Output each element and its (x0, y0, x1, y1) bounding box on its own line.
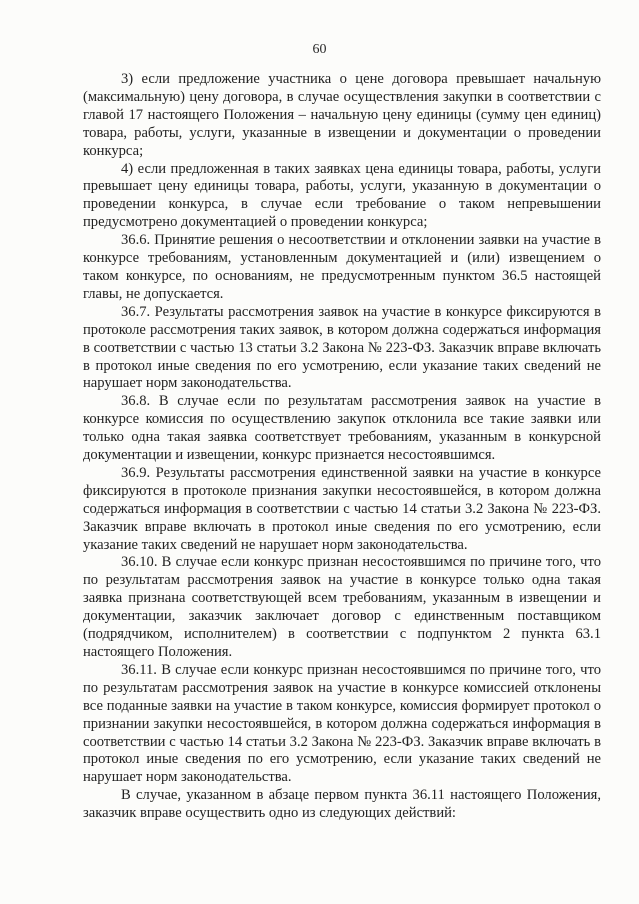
paragraph-36-6: 36.6. Принятие решения о несоответствии и отклонении заявки на участие в конкурсе требованиям, установленным документацией и (или) извещением о таком конкурсе, по основаниям, не предусмотренным пунктом 36.5 настоящей главы, не допускается. (83, 232, 601, 302)
paragraph-36-8: 36.8. В случае если по результатам рассмотрения заявок на участие в конкурсе комиссия по осуществлению закупок отклонила все такие заявки или только одна такая заявка соответствует требованиям, указанным в конкурсной документации и извещении, конкурс признается несостоявшимся. (83, 393, 601, 464)
paragraph-36-9: 36.9. Результаты рассмотрения единственной заявки на участие в конкурсе фиксируются в протоколе признания закупки несостоявшейся, в котором должна содержаться информация в соответствии с частью 14 статьи 3.2 Закона № 223-ФЗ. Заказчик вправе включать в протокол иные сведения по его усмотрению, если указание таких сведений не нарушает норм законодательства. (83, 464, 601, 553)
document-body (83, 71, 601, 823)
paragraph-36-7: 36.7. Результаты рассмотрения заявок на участие в конкурсе фиксируются в протоколе рассмотрения таких заявок, в котором должна содержаться информация в соответствии с частью 13 статьи 3.2 Закона № 223-ФЗ. Заказчик вправе включать в протокол иные сведения по его усмотрению, если указание таких сведений не нарушает норм законодательства. (83, 303, 601, 392)
page-number: 60 (312, 42, 327, 57)
paragraph-item-4: 4) если предложенная в таких заявках цена единицы товара, работы, услуги превышает цену единицы товара, работы, услуги, указанную в документации о проведении конкурса, в случае если требование о таком непревышении предусмотрено документацией о проведении конкурса; (83, 160, 601, 231)
paragraph-item-3: 3) если предложение участника о цене договора превышает начальную (максимальную) цену договора, в случае осуществления закупки в соответствии с главой 17 настоящего Положения – начальную цену единицы (сумму цен единиц) товара, работы, услуги, указанные в извещении и документации о проведении конкурса; (83, 71, 601, 159)
paragraph-36-11-continuation: В случае, указанном в абзаце первом пункта 36.11 настоящего Положения, заказчик вправе осуществить одно из следующих действий: (83, 787, 601, 822)
paragraph-36-11: 36.11. В случае если конкурс признан несостоявшимся по причине того, что по результатам рассмотрения заявок на участие в конкурсе комиссией отклонены все поданные заявки на участие в таком конкурсе, комиссия формирует протокол о признании закупки несостоявшейся, в котором должна содержаться информация в соответствии с частью 14 статьи 3.2 Закона № 223-ФЗ. Заказчик вправе включать в протокол иные сведения по его усмотрению, если указание таких сведений не нарушает норм законодательства. (83, 661, 601, 786)
paragraph-36-10: 36.10. В случае если конкурс признан несостоявшимся по причине того, что по результатам рассмотрения заявок на участие в конкурсе только одна такая заявка признана соответствующей всем требованиям, указанным в извещении и документации, заказчик заключает договор с единственным поставщиком (подрядчиком, исполнителем) в соответствии с подпунктом 2 пункта 63.1 настоящего Положения. (83, 554, 601, 660)
